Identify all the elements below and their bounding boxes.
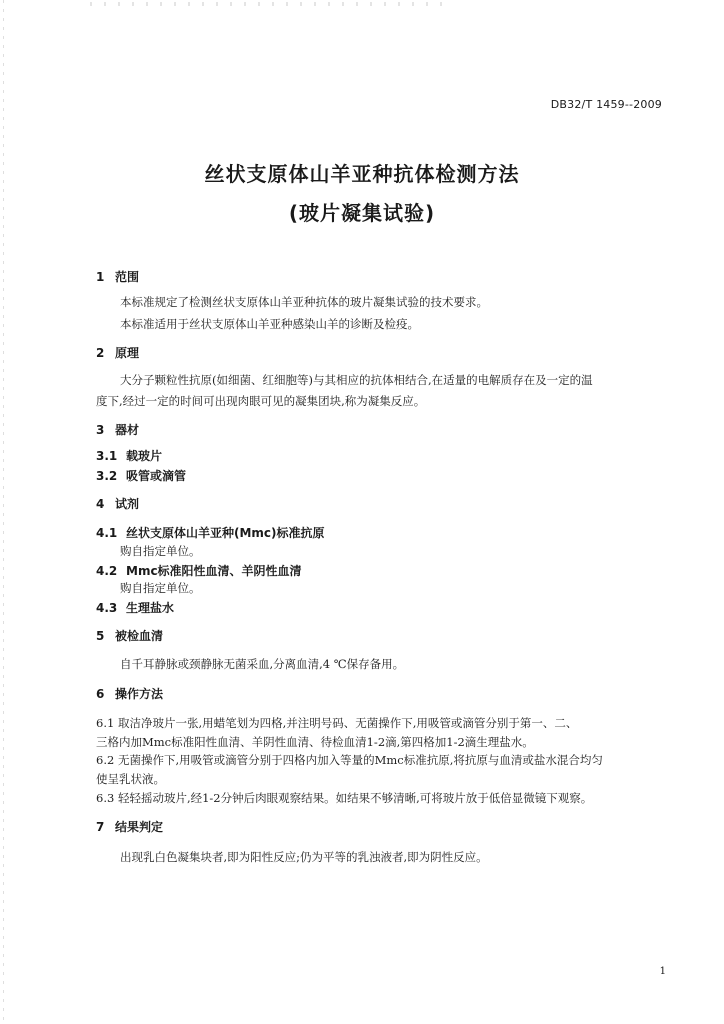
section-title: 试剂: [115, 497, 140, 511]
paragraph: 三格内加Mmc标准阳性血清、羊阴性血清、待检血清1-2滴,第四格加1-2滴生理盐水。: [96, 735, 534, 749]
section-title: 器材: [115, 423, 140, 437]
subsection-heading: [96, 467, 186, 484]
section-heading-results: [96, 818, 163, 835]
subsection-heading: [96, 447, 162, 464]
paragraph: 出现乳白色凝集块者,即为阳性反应;仍为平等的乳浊液者,即为阴性反应。: [120, 850, 488, 864]
paragraph: 本标准适用于丝状支原体山羊亚种感染山羊的诊断及检疫。: [120, 317, 419, 331]
paragraph: 购自指定单位。: [120, 544, 201, 558]
section-heading-serum: [96, 627, 163, 644]
paragraph: 本标准规定了检测丝状支原体山羊亚种抗体的玻片凝集试验的技术要求。: [120, 295, 488, 309]
subsection-title: Mmc标准阳性血清、羊阴性血清: [126, 564, 302, 578]
paragraph: 使呈乳状液。: [96, 772, 165, 786]
paragraph: 自千耳静脉或颈静脉无菌采血,分离血清,4 ℃保存备用。: [120, 657, 405, 671]
section-number: 7: [96, 820, 105, 834]
standard-code: DB32/T 1459--2009: [550, 98, 662, 111]
section-title: 原理: [115, 346, 140, 360]
page-number: 1: [659, 966, 666, 977]
paragraph: 6.2 无菌操作下,用吸管或滴管分别于四格内加入等量的Mmc标准抗原,将抗原与血清或盐水混合均匀: [96, 753, 603, 767]
subsection-number: 4.1: [96, 526, 118, 540]
section-number: 3: [96, 423, 105, 437]
section-number: 5: [96, 629, 105, 643]
subsection-heading: [96, 524, 325, 541]
section-title: 结果判定: [115, 820, 164, 834]
subsection-heading: [96, 562, 302, 579]
document-title: 丝状支原体山羊亚种抗体检测方法: [204, 162, 520, 186]
document-subtitle: (玻片凝集试验): [288, 201, 436, 225]
subsection-number: 3.2: [96, 469, 118, 483]
scan-top-mark: [90, 2, 450, 6]
subsection-heading: [96, 599, 174, 616]
subsection-title: 生理盐水: [126, 601, 175, 615]
section-title: 范围: [115, 270, 140, 284]
section-heading-reagents: [96, 495, 139, 512]
section-heading-scope: [96, 268, 139, 285]
section-number: 2: [96, 346, 105, 360]
section-title: 被检血清: [115, 629, 164, 643]
paragraph: 购自指定单位。: [120, 581, 201, 595]
subsection-number: 4.3: [96, 601, 118, 615]
subsection-number: 3.1: [96, 449, 118, 463]
section-title: 操作方法: [115, 687, 164, 701]
paragraph: 大分子颗粒性抗原(如细菌、红细胞等)与其相应的抗体相结合,在适量的电解质存在及一定的温: [120, 373, 593, 387]
section-number: 1: [96, 270, 105, 284]
scan-edge-mark: [3, 0, 4, 1024]
paragraph: 6.1 取洁净玻片一张,用蜡笔划为四格,并注明号码、无菌操作下,用吸管或滴管分别于第一、二、: [96, 716, 578, 730]
subsection-title: 丝状支原体山羊亚种(Mmc)标准抗原: [126, 526, 325, 540]
paragraph: 6.3 轻轻摇动玻片,经1-2分钟后肉眼观察结果。如结果不够清晰,可将玻片放于低倍显微镜下观察。: [96, 791, 593, 805]
section-number: 6: [96, 687, 105, 701]
section-heading-principle: [96, 344, 139, 361]
subsection-title: 吸管或滴管: [126, 469, 187, 483]
section-number: 4: [96, 497, 105, 511]
subsection-number: 4.2: [96, 564, 118, 578]
paragraph: 度下,经过一定的时间可出现肉眼可见的凝集团块,称为凝集反应。: [96, 394, 426, 408]
section-heading-procedure: [96, 685, 163, 702]
subsection-title: 载玻片: [126, 449, 163, 463]
section-heading-equipment: [96, 421, 139, 438]
